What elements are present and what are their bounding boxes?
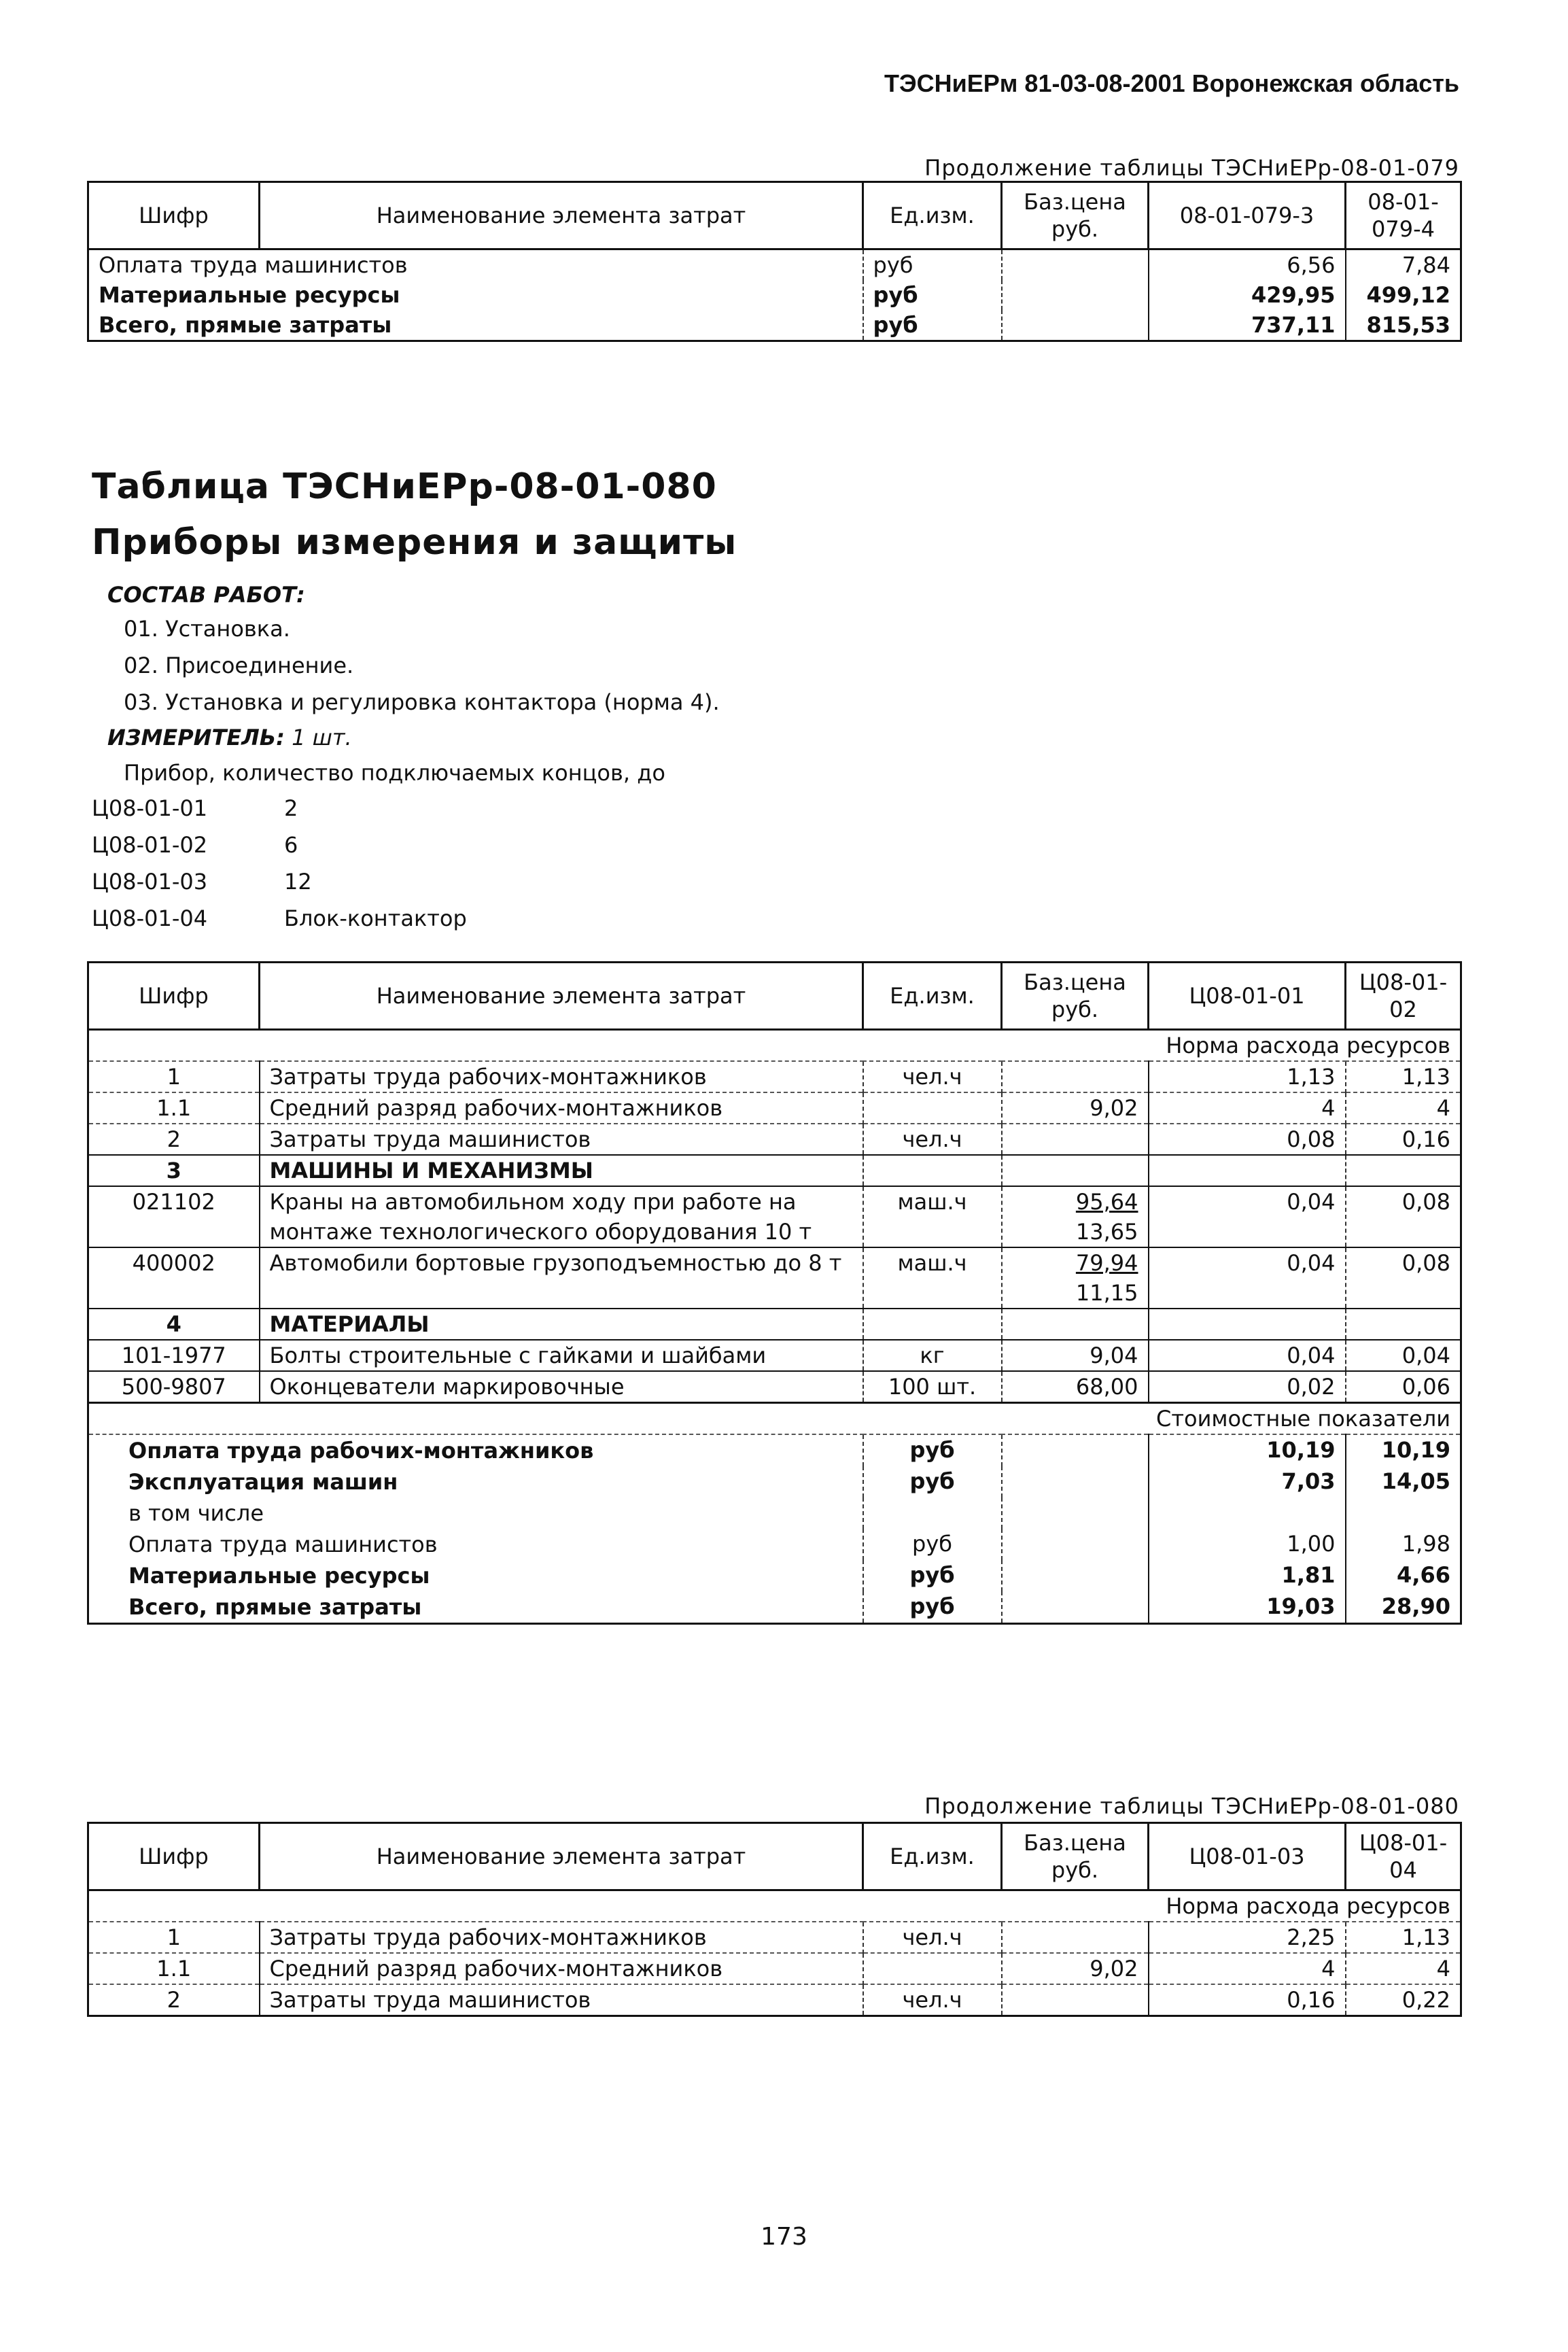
row-unit: руб: [863, 1591, 1002, 1624]
row-value: 0,04: [1149, 1340, 1346, 1371]
col-v1-header: 08-01-079-3: [1149, 182, 1346, 249]
row-code: 400002: [88, 1247, 260, 1309]
row-value: [1346, 1309, 1461, 1340]
price-value: 95,64: [1075, 1189, 1138, 1215]
row-name: МАШИНЫ И МЕХАНИЗМЫ: [260, 1155, 863, 1186]
row-price: [1002, 1591, 1149, 1624]
table-row: [88, 1984, 1461, 2016]
cost-row: [88, 1466, 1461, 1498]
row-code: 1: [167, 1064, 181, 1090]
row-value: 4: [1149, 1092, 1346, 1124]
row-value: 1,13: [1346, 1922, 1461, 1953]
row-name: Материальные ресурсы: [128, 1563, 430, 1589]
row-unit: [863, 1309, 1002, 1340]
col-unit-header: Ед.изм.: [863, 963, 1002, 1030]
price-wage-value: 11,15: [1075, 1280, 1138, 1306]
col-price-header: Баз.цена руб.: [1002, 1823, 1149, 1890]
table-subtitle: Приборы измерения и защиты: [92, 522, 737, 563]
row-name: Средний разряд рабочих-монтажников: [260, 1953, 863, 1984]
row-value: 28,90: [1346, 1591, 1461, 1624]
row-code: 3: [88, 1155, 260, 1186]
row-value: 19,03: [1149, 1591, 1346, 1624]
row-value: [1149, 1309, 1346, 1340]
norm-label: Норма расхода ресурсов: [88, 1030, 1461, 1062]
table1: [87, 181, 1462, 342]
row-price: [1002, 1371, 1149, 1403]
row-value: 0,04: [1149, 1247, 1346, 1309]
row-name: Материальные ресурсы: [99, 282, 400, 308]
row-code: 500-9807: [88, 1371, 260, 1403]
row-name: Оплата труда машинистов: [128, 1532, 438, 1557]
table-row: [88, 1124, 1461, 1155]
norm-header-row: [88, 1030, 1461, 1062]
row-price: [1002, 1247, 1149, 1309]
cost-row: [88, 1560, 1461, 1591]
table2: [87, 961, 1462, 1625]
row-value: [1346, 1155, 1461, 1186]
row-value: 0,02: [1149, 1371, 1346, 1403]
row-value: [1346, 1498, 1461, 1529]
table-row: [88, 1155, 1461, 1186]
cost-row: [88, 1591, 1461, 1624]
row-unit: [863, 1155, 1002, 1186]
table-row: [88, 1186, 1461, 1247]
measure-value: 1 шт.: [292, 725, 352, 750]
row-code: 1.1: [88, 1953, 260, 1984]
row-price: [1002, 1309, 1149, 1340]
col-price-header: Баз.цена руб.: [1002, 182, 1149, 249]
cost-row: [88, 1434, 1461, 1466]
work-item: 03. Установка и регулировка контактора (норма 4).: [124, 689, 720, 715]
norm-header-row: [88, 1890, 1461, 1922]
row-price: [1002, 1186, 1149, 1247]
row-name: Затраты труда машинистов: [260, 1984, 863, 2016]
price-value: 79,94: [1075, 1250, 1138, 1276]
table-row: [88, 1247, 1461, 1309]
row-value: 0,08: [1149, 1124, 1346, 1155]
row-unit: маш.ч: [863, 1247, 1002, 1309]
row-code: 101-1977: [88, 1340, 260, 1371]
row-value: 0,08: [1346, 1247, 1461, 1309]
cost-label: Стоимостные показатели: [88, 1403, 1461, 1435]
col-v1-header: Ц08-01-01: [1149, 963, 1346, 1030]
row-price: [1002, 1061, 1149, 1092]
work-item: 02. Присоединение.: [124, 653, 354, 678]
row-price: [1002, 1466, 1149, 1498]
row-name: Затраты труда машинистов: [260, 1124, 863, 1155]
table-row: [88, 1092, 1461, 1124]
row-value: 0,06: [1346, 1371, 1461, 1403]
row-value: 1,13: [1149, 1061, 1346, 1092]
cost-row: [88, 1498, 1461, 1529]
row-value: 0,22: [1346, 1984, 1461, 2016]
row-value: [1149, 1498, 1346, 1529]
row-unit: чел.ч: [863, 1061, 1002, 1092]
row-unit: 100 шт.: [863, 1371, 1002, 1403]
row-value: 0,16: [1346, 1124, 1461, 1155]
row-price: [1002, 1984, 1149, 2016]
price-wage-value: 13,65: [1075, 1219, 1138, 1245]
code-label: Ц08-01-02: [92, 832, 208, 858]
row-price: [1002, 1434, 1149, 1466]
col-v2-header: 08-01-079-4: [1346, 182, 1461, 249]
row-unit: руб: [863, 310, 1002, 341]
row-name: Затраты труда рабочих-монтажников: [260, 1922, 863, 1953]
work-composition-label: СОСТАВ РАБОТ:: [107, 582, 305, 608]
row-code: 2: [88, 1984, 260, 2016]
row-name: Средний разряд рабочих-монтажников: [260, 1092, 863, 1124]
row-name: Всего, прямые затраты: [128, 1594, 422, 1620]
row-value: 0,04: [1346, 1340, 1461, 1371]
row-unit: чел.ч: [863, 1984, 1002, 2016]
table-row: [88, 249, 1461, 281]
row-unit: [863, 1953, 1002, 1984]
table3-header-row: [88, 1823, 1461, 1890]
table3-caption: Продолжение таблицы ТЭСНиЕРр-08-01-080: [924, 1793, 1459, 1819]
cost-row: [88, 1529, 1461, 1560]
row-value: 0,16: [1149, 1984, 1346, 2016]
row-price: [1002, 1124, 1149, 1155]
table3: [87, 1822, 1462, 2017]
row-value: 14,05: [1346, 1466, 1461, 1498]
row-unit: руб: [863, 249, 1002, 281]
measure-label: ИЗМЕРИТЕЛЬ:: [107, 725, 285, 750]
col-v2-header: Ц08-01-04: [1346, 1823, 1461, 1890]
row-value: 1,81: [1149, 1560, 1346, 1591]
col-name-header: Наименование элемента затрат: [260, 963, 863, 1030]
row-value: 6,56: [1149, 249, 1346, 281]
row-unit: маш.ч: [863, 1186, 1002, 1247]
row-value: 737,11: [1149, 310, 1346, 341]
row-unit: руб: [863, 1560, 1002, 1591]
table1-caption: Продолжение таблицы ТЭСНиЕРр-08-01-079: [924, 155, 1459, 181]
row-code: 1.1: [88, 1092, 260, 1124]
row-unit: [863, 1092, 1002, 1124]
code-label: Ц08-01-01: [92, 795, 208, 821]
row-value: 4: [1346, 1092, 1461, 1124]
table-row: [88, 1340, 1461, 1371]
row-value: 7,84: [1346, 249, 1461, 281]
row-unit: чел.ч: [863, 1922, 1002, 1953]
code-label: Ц08-01-03: [92, 869, 208, 895]
page-number: 173: [761, 2223, 807, 2251]
code-value: 12: [284, 869, 312, 895]
row-unit: руб: [863, 1529, 1002, 1560]
row-value: 4,66: [1346, 1560, 1461, 1591]
row-value: 0,08: [1346, 1186, 1461, 1247]
row-value: 2,25: [1149, 1922, 1346, 1953]
row-name: МАТЕРИАЛЫ: [260, 1309, 863, 1340]
col-name-header: Наименование элемента затрат: [260, 1823, 863, 1890]
code-value: 2: [284, 795, 298, 821]
col-code-header: Шифр: [88, 182, 260, 249]
row-price: 9,02: [1002, 1953, 1149, 1984]
row-value: 815,53: [1346, 310, 1461, 341]
row-price: [1002, 310, 1149, 341]
price-value: 9,04: [1090, 1343, 1138, 1368]
row-unit: чел.ч: [863, 1124, 1002, 1155]
price-value: 68,00: [1075, 1374, 1138, 1400]
row-value: 0,04: [1149, 1186, 1346, 1247]
device-description: Прибор, количество подключаемых концов, до: [124, 760, 665, 786]
row-code: 021102: [88, 1186, 260, 1247]
row-unit: [863, 1498, 1002, 1529]
table-row: [88, 1371, 1461, 1403]
row-name: Оконцеватели маркировочные: [260, 1371, 863, 1403]
norm-label: Норма расхода ресурсов: [88, 1890, 1461, 1922]
row-value: 1,13: [1346, 1061, 1461, 1092]
table2-header-row: [88, 963, 1461, 1030]
col-v2-header: Ц08-01-02: [1346, 963, 1461, 1030]
row-name: Эксплуатация машин: [128, 1469, 398, 1495]
row-value: 499,12: [1346, 280, 1461, 310]
row-value: 429,95: [1149, 280, 1346, 310]
row-price: [1002, 1560, 1149, 1591]
row-value: 7,03: [1149, 1466, 1346, 1498]
col-code-header: Шифр: [88, 963, 260, 1030]
table-row: [88, 1061, 1461, 1092]
row-value: 4: [1149, 1953, 1346, 1984]
code-label: Ц08-01-04: [92, 905, 208, 931]
table-row: [88, 1953, 1461, 1984]
row-name: Всего, прямые затраты: [99, 312, 392, 338]
row-name: Затраты труда рабочих-монтажников: [260, 1061, 863, 1092]
row-value: 10,19: [1346, 1434, 1461, 1466]
price-value: 9,02: [1090, 1095, 1138, 1121]
cost-header-row: [88, 1403, 1461, 1435]
code-value: 6: [284, 832, 298, 858]
row-unit: руб: [863, 280, 1002, 310]
col-unit-header: Ед.изм.: [863, 1823, 1002, 1890]
row-code: 1: [167, 1924, 181, 1950]
row-price: [1002, 1498, 1149, 1529]
row-price: [1002, 1155, 1149, 1186]
row-value: [1149, 1155, 1346, 1186]
table-row: [88, 280, 1461, 310]
col-name-header: Наименование элемента затрат: [260, 182, 863, 249]
col-unit-header: Ед.изм.: [863, 182, 1002, 249]
row-code: 2: [88, 1124, 260, 1155]
row-name: Автомобили бортовые грузоподъемностью до 8 т: [260, 1247, 863, 1309]
col-code-header: Шифр: [88, 1823, 260, 1890]
row-code: 4: [88, 1309, 260, 1340]
col-v1-header: Ц08-01-03: [1149, 1823, 1346, 1890]
table-row: [88, 1922, 1461, 1953]
row-unit: кг: [863, 1340, 1002, 1371]
work-item: 01. Установка.: [124, 616, 290, 642]
row-name: Оплата труда рабочих-монтажников: [128, 1438, 594, 1464]
row-price: [1002, 1529, 1149, 1560]
row-name: Краны на автомобильном ходу при работе на монтаже технологического оборудования 10 т: [260, 1186, 863, 1247]
row-value: 4: [1346, 1953, 1461, 1984]
row-name: в том числе: [128, 1500, 264, 1526]
row-unit: руб: [863, 1466, 1002, 1498]
row-price: [1002, 1922, 1149, 1953]
row-price: [1002, 1340, 1149, 1371]
row-price: [1002, 280, 1149, 310]
code-value: Блок-контактор: [284, 905, 467, 931]
running-header: ТЭСНиЕРм 81-03-08-2001 Воронежская область: [884, 69, 1459, 97]
measure-line: [107, 725, 352, 750]
row-price: [1002, 1092, 1149, 1124]
row-name: Болты строительные с гайками и шайбами: [260, 1340, 863, 1371]
row-value: 1,98: [1346, 1529, 1461, 1560]
row-unit: руб: [863, 1434, 1002, 1466]
table1-header-row: [88, 182, 1461, 249]
row-value: 10,19: [1149, 1434, 1346, 1466]
row-value: 1,00: [1149, 1529, 1346, 1560]
table-row: [88, 1309, 1461, 1340]
col-price-header: Баз.цена руб.: [1002, 963, 1149, 1030]
table-row: [88, 310, 1461, 341]
table-title: Таблица ТЭСНиЕРр-08-01-080: [92, 466, 717, 507]
row-price: [1002, 249, 1149, 281]
row-name: Оплата труда машинистов: [99, 252, 408, 278]
